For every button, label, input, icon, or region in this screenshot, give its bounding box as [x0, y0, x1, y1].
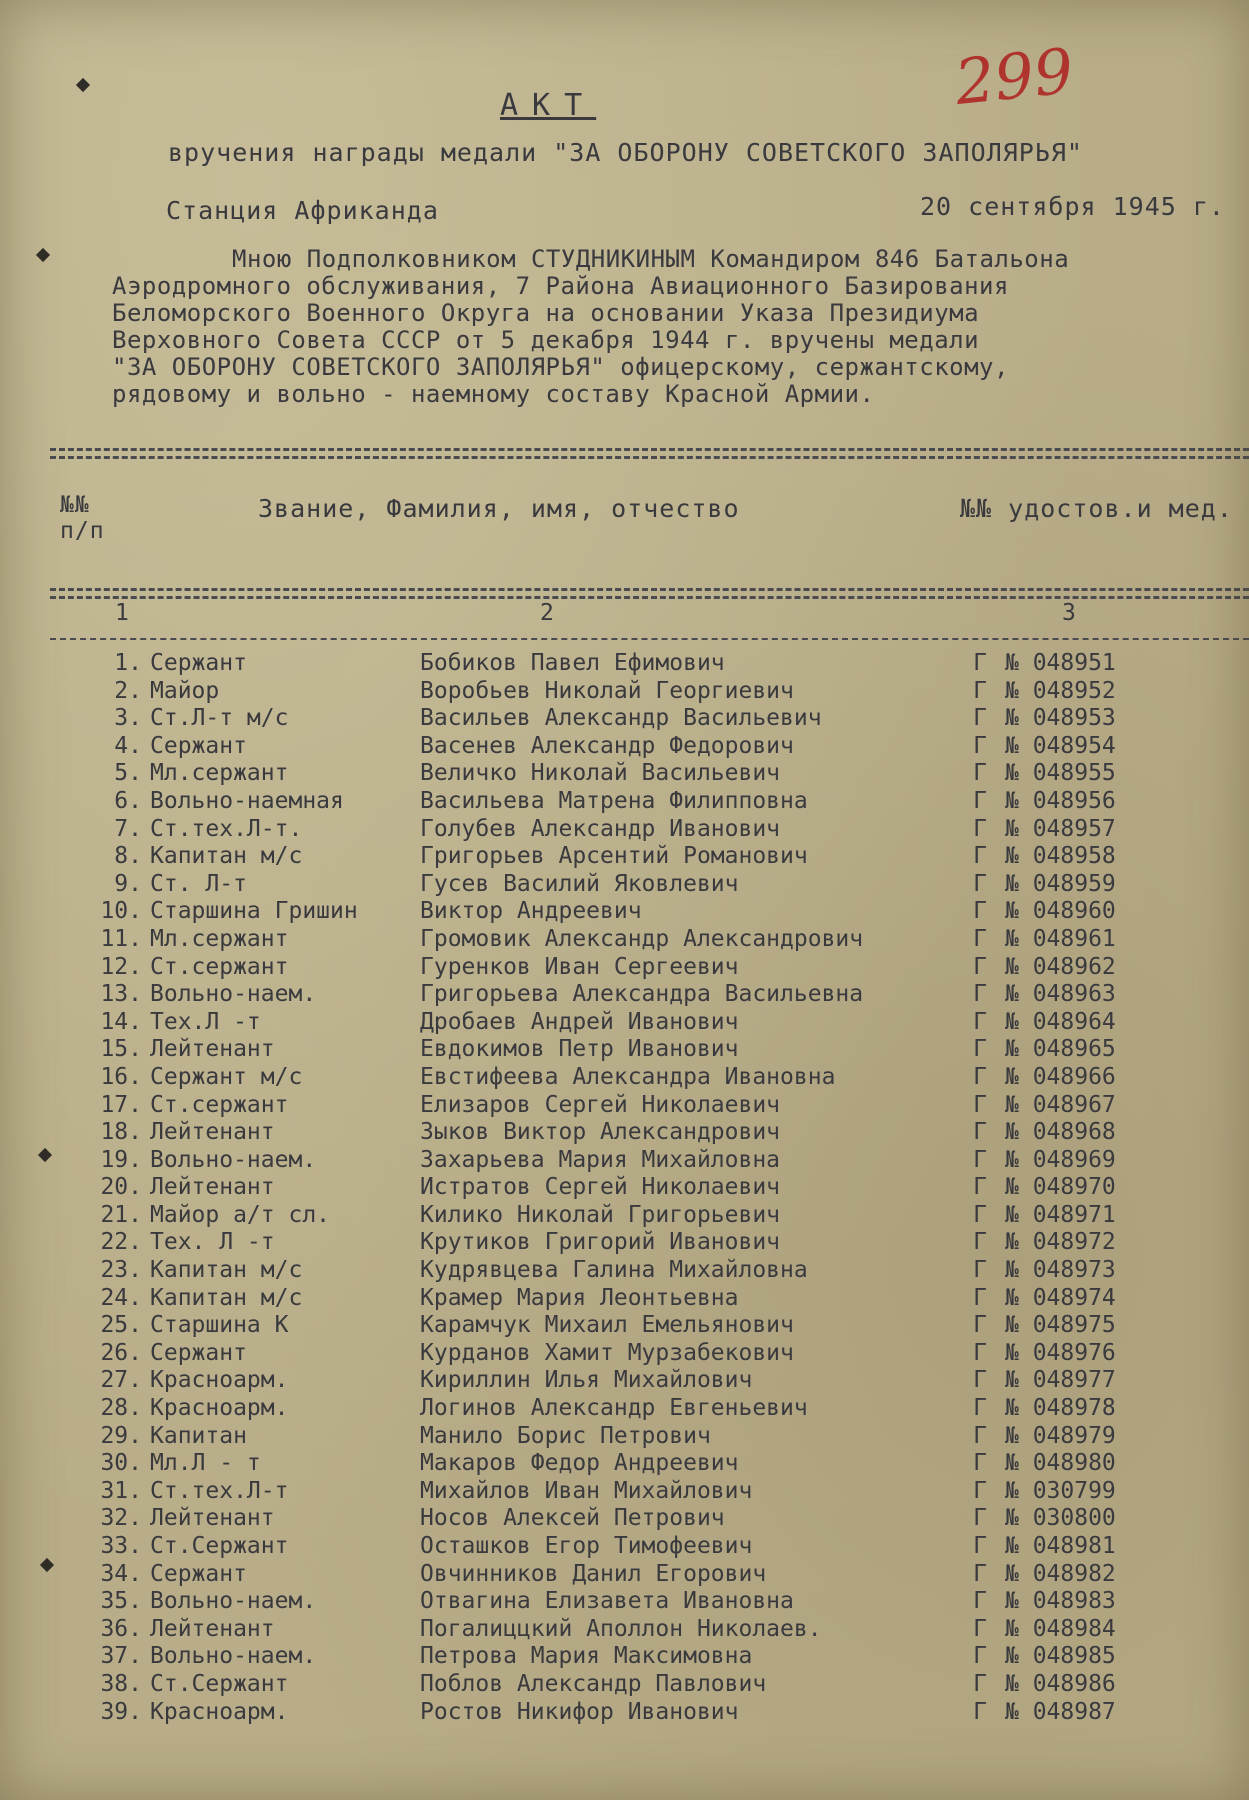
row-number: 29. — [100, 1422, 142, 1449]
row-number: 27. — [100, 1367, 142, 1394]
table-row — [80, 705, 1145, 733]
type-cell: Г — [973, 1257, 987, 1284]
certificate-number-cell: № 048974 — [1005, 1284, 1116, 1311]
rank-cell: Сержант — [150, 1560, 247, 1587]
type-cell: Г — [973, 732, 987, 759]
certificate-number-cell: № 048969 — [1005, 1146, 1116, 1173]
certificate-number-cell: № 048956 — [1005, 787, 1116, 814]
type-cell: Г — [973, 1670, 987, 1697]
row-number: 14. — [100, 1008, 142, 1035]
rank-cell: Вольно-наем. — [150, 1588, 317, 1615]
rank-cell: Старшина Гришин — [150, 898, 358, 925]
type-cell: Г — [973, 1698, 987, 1725]
table-row — [80, 1478, 1145, 1506]
certificate-number-cell: № 048953 — [1005, 705, 1116, 732]
full-name-cell: Кириллин Илья Михайлович — [420, 1367, 753, 1394]
row-number: 34. — [100, 1560, 142, 1587]
certificate-number-cell: № 048973 — [1005, 1257, 1116, 1284]
intro-paragraph — [112, 246, 1232, 408]
certificate-number-cell: № 048963 — [1005, 981, 1116, 1008]
rank-cell: Ст.сержант — [150, 953, 289, 980]
full-name-cell: Евстифеева Александра Ивановна — [420, 1063, 836, 1090]
certificate-number-cell: № 048952 — [1005, 677, 1116, 704]
rank-cell: Ст.тех.Л-т — [150, 1477, 289, 1504]
table-row — [80, 1229, 1145, 1257]
type-cell: Г — [973, 1615, 987, 1642]
full-name-cell: Логинов Александр Евгеньевич — [420, 1395, 808, 1422]
certificate-number-cell: № 048964 — [1005, 1008, 1116, 1035]
type-cell: Г — [973, 650, 987, 676]
full-name-cell: Воробьев Николай Георгиевич — [420, 677, 794, 704]
type-cell: Г — [973, 677, 987, 704]
full-name-cell: Макаров Федор Андреевич — [420, 1450, 739, 1477]
full-name-cell: Погалиццкий Аполлон Николаев. — [420, 1615, 822, 1642]
rank-cell: Ст.Л-т м/с — [150, 705, 289, 732]
type-cell: Г — [973, 1505, 987, 1532]
row-number: 8. — [114, 843, 142, 870]
intro-line: Беломорского Военного Округа на основании Указа Президиума — [112, 299, 980, 327]
row-number: 37. — [100, 1643, 142, 1670]
rank-cell: Вольно-наем. — [150, 1643, 317, 1670]
certificate-number-cell: № 030799 — [1005, 1477, 1116, 1504]
punch-mark — [38, 1148, 52, 1162]
document-subtitle: вручения награды медали "ЗА ОБОРОНУ СОВЕТСКОГО ЗАПОЛЯРЬЯ" — [168, 138, 1083, 167]
table-row — [80, 954, 1145, 982]
type-cell: Г — [973, 1588, 987, 1615]
certificate-number-cell: № 048984 — [1005, 1615, 1116, 1642]
certificate-number-cell: № 048972 — [1005, 1229, 1116, 1256]
table-row — [80, 1119, 1145, 1147]
row-number: 6. — [114, 787, 142, 814]
type-cell: Г — [973, 815, 987, 842]
location-line: Станция Африканда — [166, 196, 439, 225]
full-name-cell: Осташков Егор Тимофеевич — [420, 1533, 753, 1559]
certificate-number-cell: № 048968 — [1005, 1119, 1116, 1146]
type-cell: Г — [973, 1091, 987, 1118]
rank-cell: Тех.Л -т — [150, 1008, 261, 1035]
divider — [50, 596, 1249, 599]
type-cell: Г — [973, 1008, 987, 1035]
full-name-cell: Григорьев Арсентий Романович — [420, 843, 808, 870]
rank-cell: Старшина К — [150, 1312, 289, 1339]
rank-cell: Лейтенант — [150, 1036, 275, 1063]
row-number: 36. — [100, 1615, 142, 1642]
certificate-number-cell: № 048976 — [1005, 1339, 1116, 1366]
table-row — [80, 1257, 1145, 1285]
certificate-number-cell: № 048983 — [1005, 1588, 1116, 1615]
certificate-number-cell: № 048965 — [1005, 1036, 1116, 1063]
full-name-cell: Крутиков Григорий Иванович — [420, 1229, 781, 1256]
table-row — [80, 1147, 1145, 1175]
rank-cell: Мл.сержант — [150, 760, 289, 787]
full-name-cell: Отвагина Елизавета Ивановна — [420, 1588, 794, 1615]
certificate-number-cell: № 048970 — [1005, 1174, 1116, 1201]
row-number: 2. — [114, 677, 142, 704]
rank-cell: Капитан м/с — [150, 1284, 303, 1311]
table-row — [80, 1588, 1145, 1616]
full-name-cell: Истратов Сергей Николаевич — [420, 1174, 781, 1201]
type-cell: Г — [973, 1201, 987, 1228]
row-number: 10. — [100, 898, 142, 925]
certificate-number-cell: № 048977 — [1005, 1367, 1116, 1394]
type-cell: Г — [973, 787, 987, 814]
row-number: 25. — [100, 1312, 142, 1339]
type-cell: Г — [973, 1036, 987, 1063]
full-name-cell: Громовик Александр Александрович — [420, 925, 864, 952]
full-name-cell: Ростов Никифор Иванович — [420, 1698, 739, 1725]
row-number: 7. — [114, 815, 142, 842]
full-name-cell: Захарьева Мария Михайловна — [420, 1146, 781, 1173]
type-cell: Г — [973, 1643, 987, 1670]
document-date: 20 сентября 1945 г. — [920, 192, 1225, 221]
full-name-cell: Овчинников Данил Егорович — [420, 1560, 767, 1587]
type-cell: Г — [973, 760, 987, 787]
header-number-column: №№ п/п — [60, 492, 105, 544]
certificate-number-cell: № 048987 — [1005, 1698, 1116, 1725]
certificate-number-cell: № 048979 — [1005, 1422, 1116, 1449]
full-name-cell: Поблов Александр Павлович — [420, 1670, 767, 1697]
certificate-number-cell: № 048986 — [1005, 1670, 1116, 1697]
table-row — [80, 1312, 1145, 1340]
rank-cell: Майор — [150, 677, 220, 704]
table-row — [80, 898, 1145, 926]
certificate-number-cell: № 048967 — [1005, 1091, 1116, 1118]
header-certificate-column: №№ удостов.и мед. — [960, 494, 1233, 523]
row-number: 11. — [100, 925, 142, 952]
rank-cell: Красноарм. — [150, 1698, 289, 1725]
table-row — [80, 816, 1145, 844]
rank-cell: Ст.сержант — [150, 1091, 289, 1118]
table-row — [80, 843, 1145, 871]
table-row — [80, 1174, 1145, 1202]
type-cell: Г — [973, 843, 987, 870]
table-row — [80, 1505, 1145, 1533]
type-cell: Г — [973, 1146, 987, 1173]
rank-cell: Вольно-наем. — [150, 981, 317, 1008]
intro-line: Мною Подполковником СТУДНИКИНЫМ Командиром 846 Батальона — [232, 245, 1070, 273]
certificate-number-cell: № 048959 — [1005, 870, 1116, 897]
column-number-3: 3 — [1062, 600, 1077, 626]
table-row — [80, 1009, 1145, 1037]
table-row — [80, 1285, 1145, 1313]
type-cell: Г — [973, 1229, 987, 1256]
row-number: 13. — [100, 981, 142, 1008]
full-name-cell: Гусев Василий Яковлевич — [420, 870, 739, 897]
row-number: 38. — [100, 1670, 142, 1697]
full-name-cell: Кудрявцева Галина Михайловна — [420, 1257, 808, 1284]
table-row — [80, 871, 1145, 899]
full-name-cell: Михайлов Иван Михайлович — [420, 1477, 753, 1504]
row-number: 3. — [114, 705, 142, 732]
type-cell: Г — [973, 1367, 987, 1394]
row-number: 4. — [114, 732, 142, 759]
rank-cell: Красноарм. — [150, 1367, 289, 1394]
table-row — [80, 650, 1145, 678]
row-number: 17. — [100, 1091, 142, 1118]
row-number: 24. — [100, 1284, 142, 1311]
row-number: 30. — [100, 1450, 142, 1477]
row-number: 19. — [100, 1146, 142, 1173]
certificate-number-cell: № 048985 — [1005, 1643, 1116, 1670]
full-name-cell: Васенев Александр Федорович — [420, 732, 794, 759]
rank-cell: Ст.Сержант — [150, 1670, 289, 1697]
type-cell: Г — [973, 953, 987, 980]
row-number: 31. — [100, 1477, 142, 1504]
award-list-table — [80, 650, 1145, 1726]
table-row — [80, 1423, 1145, 1451]
table-row — [80, 760, 1145, 788]
row-number: 33. — [100, 1533, 142, 1559]
row-number: 21. — [100, 1201, 142, 1228]
divider — [50, 448, 1249, 451]
type-cell: Г — [973, 1339, 987, 1366]
full-name-cell: Карамчук Михаил Емельянович — [420, 1312, 794, 1339]
certificate-number-cell: № 048981 — [1005, 1533, 1116, 1559]
table-row — [80, 1561, 1145, 1589]
table-row — [80, 1450, 1145, 1478]
type-cell: Г — [973, 1119, 987, 1146]
rank-cell: Ст.тех.Л-т. — [150, 815, 303, 842]
row-number: 20. — [100, 1174, 142, 1201]
type-cell: Г — [973, 1422, 987, 1449]
certificate-number-cell: № 048980 — [1005, 1450, 1116, 1477]
type-cell: Г — [973, 1284, 987, 1311]
full-name-cell: Килико Николай Григорьевич — [420, 1201, 781, 1228]
column-number-2: 2 — [540, 600, 555, 626]
table-row — [80, 1202, 1145, 1230]
archive-page-number: 299 — [951, 34, 1077, 119]
full-name-cell: Евдокимов Петр Иванович — [420, 1036, 739, 1063]
row-number: 16. — [100, 1063, 142, 1090]
certificate-number-cell: № 048954 — [1005, 732, 1116, 759]
full-name-cell: Петрова Мария Максимовна — [420, 1643, 753, 1670]
full-name-cell: Носов Алексей Петрович — [420, 1505, 725, 1532]
divider — [50, 456, 1249, 459]
row-number: 22. — [100, 1229, 142, 1256]
row-number: 18. — [100, 1119, 142, 1146]
row-number: 28. — [100, 1395, 142, 1422]
rank-cell: Мл.Л - т — [150, 1450, 261, 1477]
type-cell: Г — [973, 981, 987, 1008]
table-row — [80, 1092, 1145, 1120]
table-row — [80, 1064, 1145, 1092]
row-number: 9. — [114, 870, 142, 897]
full-name-cell: Зыков Виктор Александрович — [420, 1119, 781, 1146]
table-row — [80, 1533, 1145, 1561]
type-cell: Г — [973, 1477, 987, 1504]
column-number-1: 1 — [115, 600, 130, 626]
row-number: 23. — [100, 1257, 142, 1284]
type-cell: Г — [973, 1450, 987, 1477]
certificate-number-cell: № 048958 — [1005, 843, 1116, 870]
table-row — [80, 1616, 1145, 1644]
table-row — [80, 1036, 1145, 1064]
type-cell: Г — [973, 1063, 987, 1090]
rank-cell: Тех. Л -т — [150, 1229, 275, 1256]
row-number: 12. — [100, 953, 142, 980]
header-name-column: Звание, Фамилия, имя, отчество — [258, 494, 740, 523]
row-number: 39. — [100, 1698, 142, 1725]
punch-mark — [76, 78, 90, 92]
full-name-cell: Курданов Хамит Мурзабекович — [420, 1339, 794, 1366]
full-name-cell: Голубев Александр Иванович — [420, 815, 781, 842]
table-row — [80, 1671, 1145, 1699]
table-row — [80, 926, 1145, 954]
row-number: 35. — [100, 1588, 142, 1615]
rank-cell: Капитан м/с — [150, 1257, 303, 1284]
intro-line: Верховного Совета СССР от 5 декабря 1944 г. вручены медали — [112, 326, 980, 354]
rank-cell: Мл.сержант — [150, 925, 289, 952]
type-cell: Г — [973, 925, 987, 952]
rank-cell: Лейтенант — [150, 1615, 275, 1642]
rank-cell: Красноарм. — [150, 1395, 289, 1422]
certificate-number-cell: № 048966 — [1005, 1063, 1116, 1090]
row-number: 32. — [100, 1505, 142, 1532]
certificate-number-cell: № 030800 — [1005, 1505, 1116, 1532]
full-name-cell: Григорьева Александра Васильевна — [420, 981, 864, 1008]
row-number: 5. — [114, 760, 142, 787]
rank-cell: Ст.Сержант — [150, 1533, 289, 1559]
rank-cell: Майор а/т сл. — [150, 1201, 331, 1228]
row-number: 26. — [100, 1339, 142, 1366]
rank-cell: Сержант — [150, 732, 247, 759]
document-title: АКТ — [500, 88, 597, 123]
table-row — [80, 1395, 1145, 1423]
full-name-cell: Васильева Матрена Филипповна — [420, 787, 808, 814]
type-cell: Г — [973, 1312, 987, 1339]
row-number: 15. — [100, 1036, 142, 1063]
type-cell: Г — [973, 705, 987, 732]
rank-cell: Сержант — [150, 650, 247, 676]
intro-line: "ЗА ОБОРОНУ СОВЕТСКОГО ЗАПОЛЯРЬЯ" офицерскому, сержантскому, — [112, 353, 1009, 381]
table-row — [80, 1367, 1145, 1395]
type-cell: Г — [973, 898, 987, 925]
full-name-cell: Виктор Андреевич — [420, 898, 642, 925]
certificate-number-cell: № 048978 — [1005, 1395, 1116, 1422]
rank-cell: Капитан — [150, 1422, 247, 1449]
rank-cell: Капитан м/с — [150, 843, 303, 870]
rank-cell: Лейтенант — [150, 1119, 275, 1146]
full-name-cell: Гуренков Иван Сергеевич — [420, 953, 739, 980]
certificate-number-cell: № 048960 — [1005, 898, 1116, 925]
table-row — [80, 733, 1145, 761]
type-cell: Г — [973, 870, 987, 897]
certificate-number-cell: № 048971 — [1005, 1201, 1116, 1228]
full-name-cell: Бобиков Павел Ефимович — [420, 650, 725, 676]
type-cell: Г — [973, 1395, 987, 1422]
table-row — [80, 1643, 1145, 1671]
table-row — [80, 1699, 1145, 1727]
divider — [50, 638, 1249, 640]
punch-mark — [36, 248, 50, 262]
full-name-cell: Дробаев Андрей Иванович — [420, 1008, 739, 1035]
certificate-number-cell: № 048955 — [1005, 760, 1116, 787]
intro-line: Аэродромного обслуживания, 7 Района Авиационного Базирования — [112, 272, 1009, 300]
table-row — [80, 788, 1145, 816]
full-name-cell: Величко Николай Васильевич — [420, 760, 781, 787]
row-number: 1. — [114, 650, 142, 676]
table-row — [80, 678, 1145, 706]
full-name-cell: Васильев Александр Васильевич — [420, 705, 822, 732]
type-cell: Г — [973, 1533, 987, 1559]
table-row — [80, 981, 1145, 1009]
certificate-number-cell: № 048982 — [1005, 1560, 1116, 1587]
rank-cell: Вольно-наем. — [150, 1146, 317, 1173]
full-name-cell: Крамер Мария Леонтьевна — [420, 1284, 739, 1311]
rank-cell: Сержант — [150, 1339, 247, 1366]
certificate-number-cell: № 048951 — [1005, 650, 1116, 676]
rank-cell: Лейтенант — [150, 1505, 275, 1532]
table-row — [80, 1340, 1145, 1368]
rank-cell: Лейтенант — [150, 1174, 275, 1201]
type-cell: Г — [973, 1174, 987, 1201]
divider — [50, 588, 1249, 591]
certificate-number-cell: № 048975 — [1005, 1312, 1116, 1339]
certificate-number-cell: № 048961 — [1005, 925, 1116, 952]
rank-cell: Ст. Л-т — [150, 870, 247, 897]
rank-cell: Сержант м/с — [150, 1063, 303, 1090]
certificate-number-cell: № 048962 — [1005, 953, 1116, 980]
full-name-cell: Манило Борис Петрович — [420, 1422, 711, 1449]
full-name-cell: Елизаров Сергей Николаевич — [420, 1091, 781, 1118]
type-cell: Г — [973, 1560, 987, 1587]
certificate-number-cell: № 048957 — [1005, 815, 1116, 842]
punch-mark — [40, 1558, 54, 1572]
rank-cell: Вольно-наемная — [150, 787, 344, 814]
intro-line: рядовому и вольно - наемному составу Красной Армии. — [112, 380, 875, 408]
